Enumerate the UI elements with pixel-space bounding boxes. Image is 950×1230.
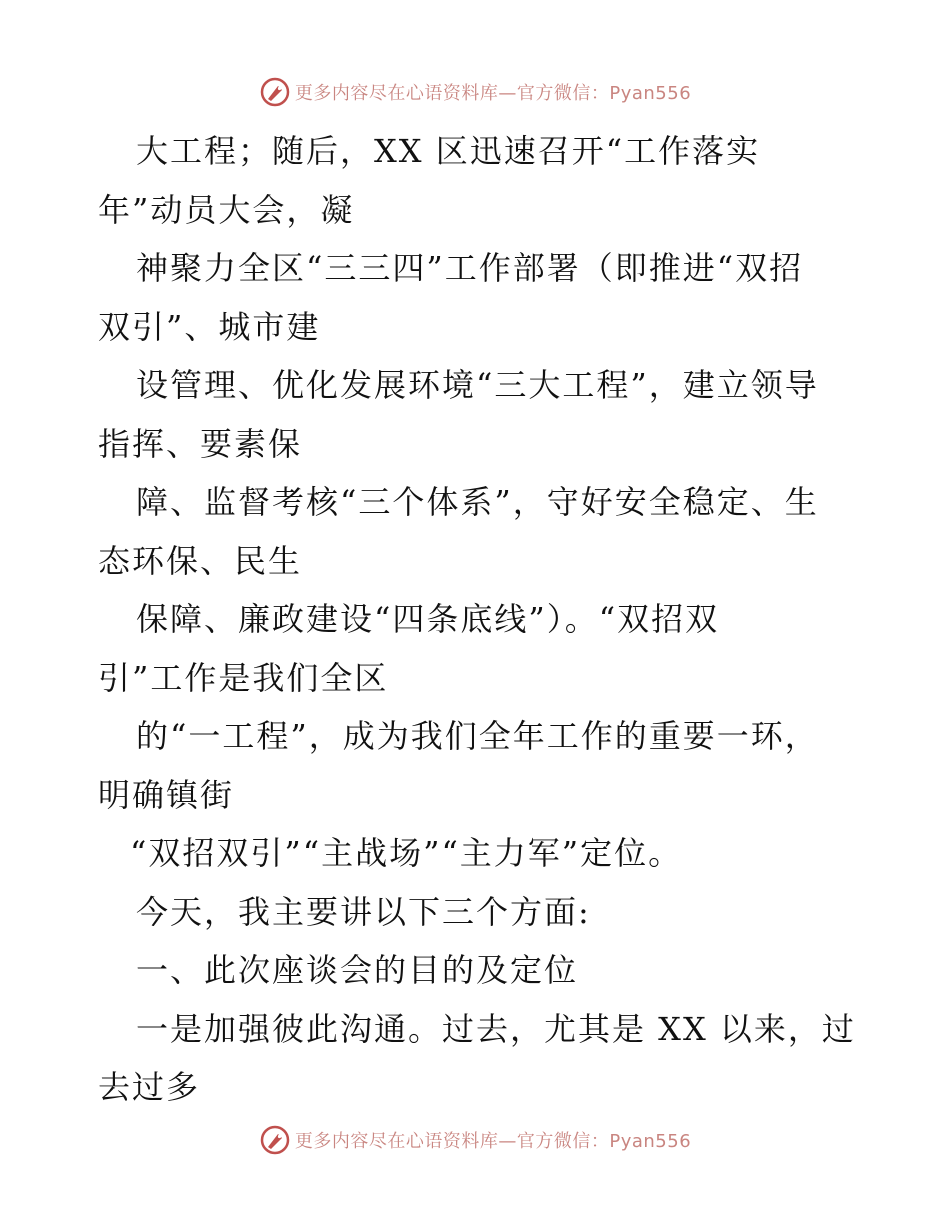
body-line: 引”工作是我们全区 <box>98 658 389 697</box>
body-line: 的“一工程”，成为我们全年工作的重要一环， <box>136 717 819 755</box>
body-line: 双引”、城市建 <box>98 307 321 346</box>
body-line: 神聚力全区“三三四”工作部署（即推进“双招 <box>136 249 804 287</box>
body-line: 障、监督考核“三个体系”，守好安全稳定、生 <box>136 483 819 521</box>
body-line: 态环保、民生 <box>98 541 303 580</box>
body-line: 指挥、要素保 <box>98 424 303 463</box>
body-line: “双招双引”“主战场”“主力军”定位。 <box>130 834 683 872</box>
footer-watermark-banner <box>0 1120 950 1160</box>
footer-watermark-text: 更多内容尽在心语资料库—官方微信：Pyan556 <box>294 1131 692 1152</box>
body-line: 一是加强彼此沟通。过去，尤其是 XX 以来，过 <box>136 1009 856 1048</box>
body-line: 年”动员大会，凝 <box>98 190 355 229</box>
body-line: 保障、廉政建设“四条底线”）。“双招双 <box>136 600 720 638</box>
header-watermark-banner <box>0 72 950 112</box>
body-line: 今天，我主要讲以下三个方面: <box>136 892 591 931</box>
body-line: 大工程；随后，XX 区迅速召开“工作落实 <box>136 132 761 170</box>
section-heading: 一、此次座谈会的目的及定位 <box>136 951 579 989</box>
body-line: 明确镇街 <box>98 775 235 814</box>
pen-nib-logo-icon <box>259 76 291 108</box>
body-line: 去过多 <box>98 1068 201 1106</box>
header-watermark-text: 更多内容尽在心语资料库—官方微信：Pyan556 <box>294 83 692 104</box>
document-body <box>98 122 868 1117</box>
body-line: 设管理、优化发展环境“三大工程”，建立领导 <box>136 366 819 404</box>
pen-nib-logo-icon <box>259 1124 291 1156</box>
